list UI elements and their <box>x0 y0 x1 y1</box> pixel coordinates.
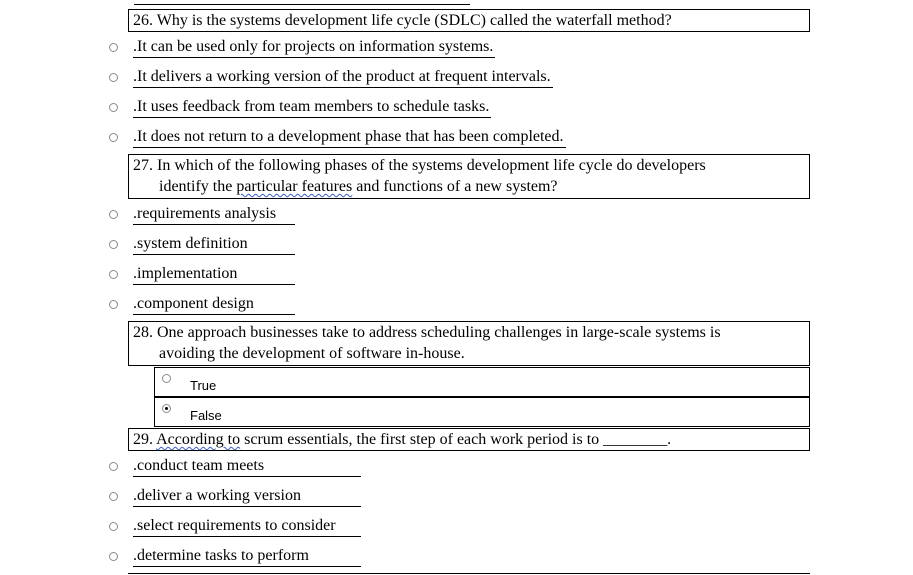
question-number: 29. <box>133 431 153 448</box>
q29-option-1-radio[interactable] <box>109 462 118 471</box>
q28-option-true[interactable] <box>154 367 810 397</box>
q29-option-4-radio[interactable] <box>109 552 118 561</box>
question-number: 26. <box>133 12 153 29</box>
q28-false-radio-selected[interactable] <box>162 404 171 413</box>
q26-option-4-radio[interactable] <box>109 133 118 142</box>
question-28 <box>128 321 810 366</box>
q26-option-2-radio[interactable] <box>109 73 118 82</box>
question-text-line2: avoiding the development of software in-house. <box>159 345 465 362</box>
question-text-line2-pre: identify the <box>159 178 237 195</box>
question-text-line2-post: and functions of a new system? <box>352 178 558 195</box>
previous-item-rule <box>134 4 470 5</box>
question-text-line1: One approach businesses take to address scheduling challenges in large-scale systems is <box>157 324 721 341</box>
question-29 <box>128 428 810 451</box>
question-26 <box>128 9 810 32</box>
q29-option-1-label: .conduct team meets <box>133 456 361 477</box>
q27-option-3-radio[interactable] <box>109 270 118 279</box>
q26-option-2-label: .It delivers a working version of the product at frequent intervals. <box>133 67 553 88</box>
q27-option-2-label: .system definition <box>133 234 295 255</box>
spellcheck-flagged-text: particular features <box>236 178 353 195</box>
q29-option-4-label: .determine tasks to perform <box>133 546 361 567</box>
q27-option-3-label: .implementation <box>133 264 295 285</box>
question-number: 28. <box>133 324 153 341</box>
q29-option-3-label: .select requirements to consider <box>133 516 361 537</box>
question-text: Why is the systems development life cycle (SDLC) called the waterfall method? <box>156 12 672 29</box>
question-text: scrum essentials, the first step of each work period is to ________. <box>240 431 672 448</box>
question-number: 27. <box>133 157 153 174</box>
q26-option-1-label: .It can be used only for projects on information systems. <box>133 37 495 58</box>
q28-true-label: True <box>190 378 217 393</box>
q27-option-2-radio[interactable] <box>109 240 118 249</box>
spellcheck-flagged-text: According to <box>156 431 241 448</box>
q27-option-4-label: .component design <box>133 294 295 315</box>
next-question-box-edge <box>128 573 810 574</box>
q28-true-radio[interactable] <box>162 374 171 383</box>
q29-option-3-radio[interactable] <box>109 522 118 531</box>
question-text-line1: In which of the following phases of the systems development life cycle do developers <box>157 157 706 174</box>
q28-false-label: False <box>190 408 222 423</box>
q29-option-2-label: .deliver a working version <box>133 486 361 507</box>
q26-option-3-radio[interactable] <box>109 103 118 112</box>
q28-option-false[interactable] <box>154 397 810 427</box>
q27-option-1-radio[interactable] <box>109 210 118 219</box>
q27-option-4-radio[interactable] <box>109 300 118 309</box>
q26-option-4-label: .It does not return to a development phase that has been completed. <box>133 127 566 148</box>
q29-option-2-radio[interactable] <box>109 492 118 501</box>
q27-option-1-label: .requirements analysis <box>133 204 295 225</box>
q26-option-3-label: .It uses feedback from team members to schedule tasks. <box>133 97 491 118</box>
question-27 <box>128 154 810 199</box>
q26-option-1-radio[interactable] <box>109 43 118 52</box>
